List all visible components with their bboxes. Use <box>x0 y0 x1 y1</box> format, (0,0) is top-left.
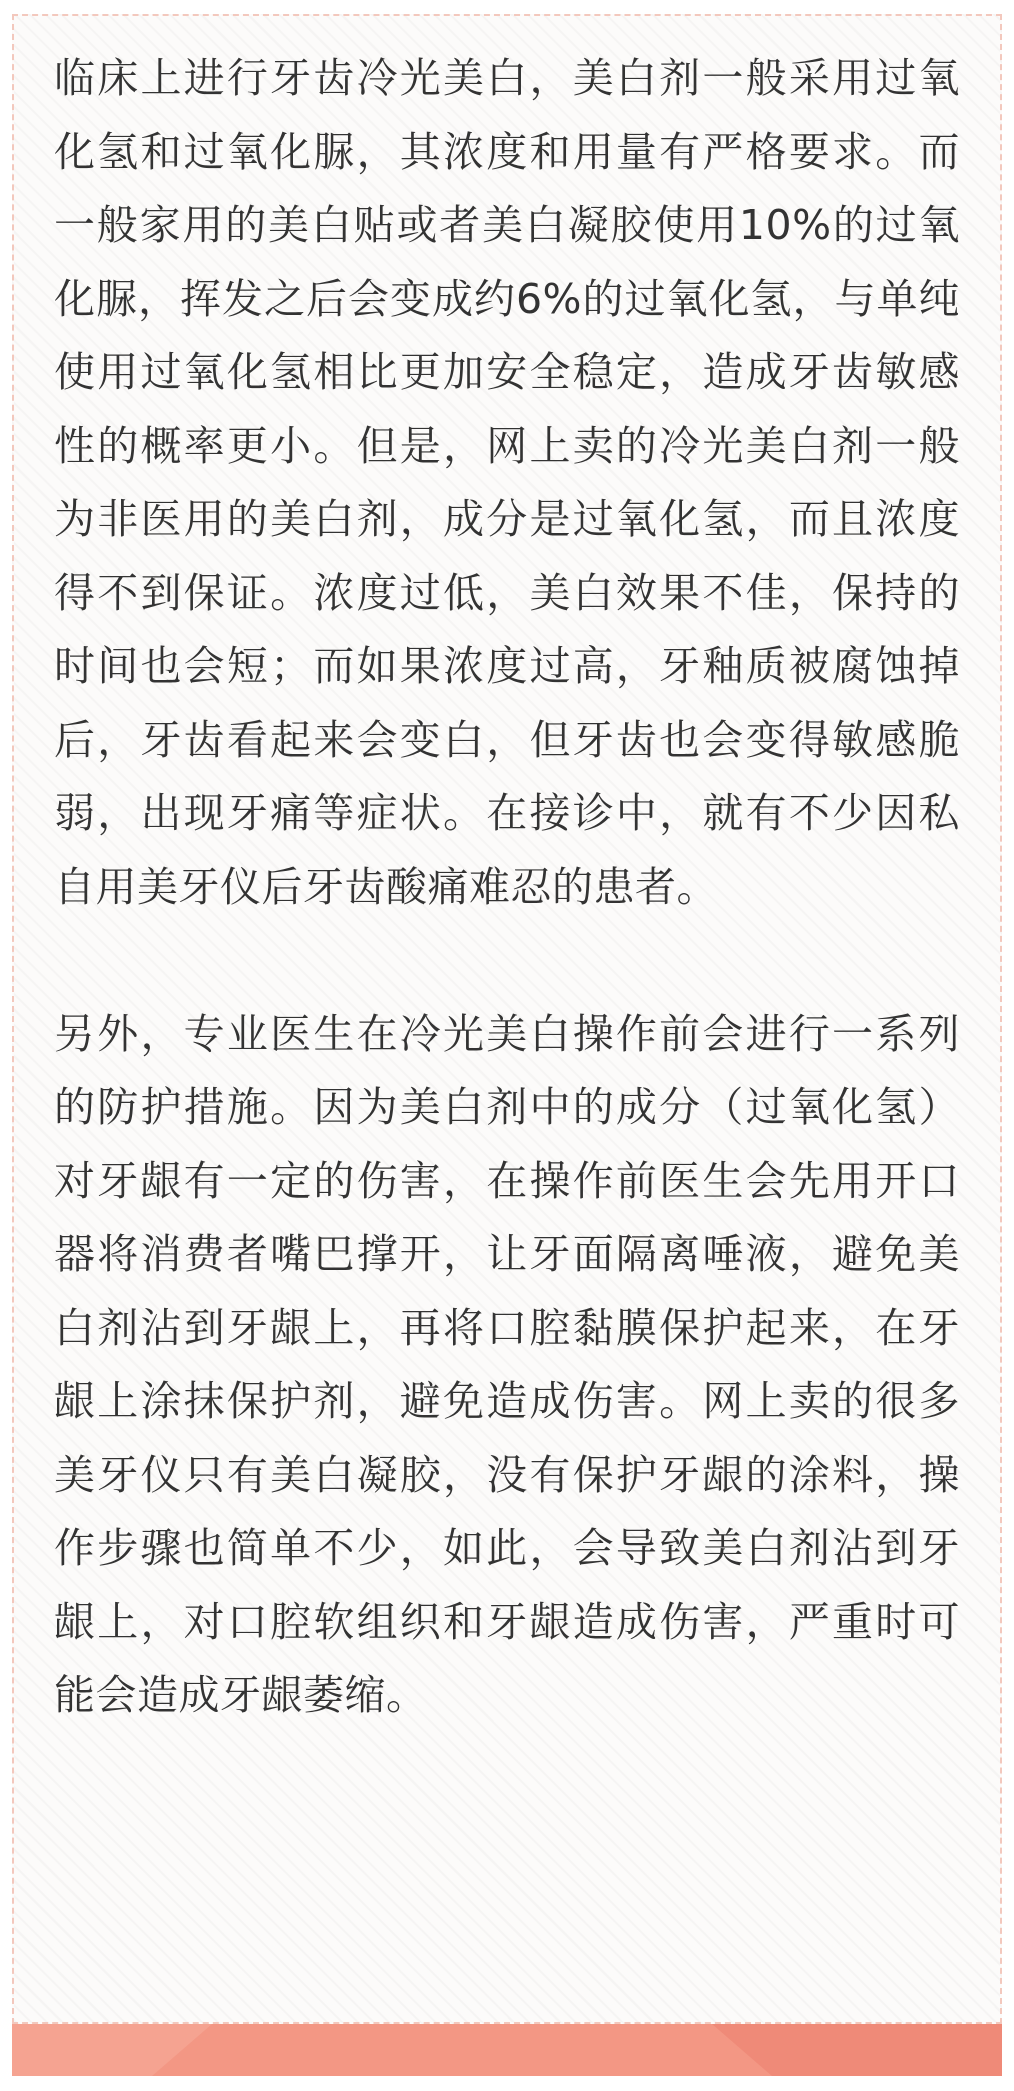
article-paragraph-2: 另外，专业医生在冷光美白操作前会进行一系列的防护措施。因为美白剂中的成分（过氧化氢）对牙龈有一定的伤害，在操作前医生会先用开口器将消费者嘴巴撑开，让牙面隔离唾液，避免美白剂沾到牙龈上，再将口腔黏膜保护起来，在牙龈上涂抹保护剂，避免造成伤害。网上卖的很多美牙仪只有美白凝胶，没有保护牙龈的涂料，操作步骤也简单不少，如此，会导致美白剂沾到牙龈上，对口腔软组织和牙龈造成伤害，严重时可能会造成牙龈萎缩。 <box>54 1009 960 1719</box>
footer-decoration-band <box>12 2024 1002 2076</box>
article-paragraph-1: 临床上进行牙齿冷光美白，美白剂一般采用过氧化氢和过氧化脲，其浓度和用量有严格要求。而一般家用的美白贴或者美白凝胶使用10%的过氧化脲，挥发之后会变成约6%的过氧化氢，与单纯使用过氧化氢相比更加安全稳定，造成牙齿敏感性的概率更小。但是，网上卖的冷光美白剂一般为非医用的美白剂，成分是过氧化氢，而且浓度得不到保证。浓度过低，美白效果不佳，保持的时间也会短；而如果浓度过高，牙釉质被腐蚀掉后，牙齿看起来会变白，但牙齿也会变得敏感脆弱，出现牙痛等症状。在接诊中，就有不少因私自用美牙仪后牙齿酸痛难忍的患者。 <box>54 54 960 911</box>
article-body <box>54 42 960 1733</box>
footer-dark-stripe <box>712 2024 1002 2076</box>
footer-light-stripe <box>12 2024 212 2076</box>
